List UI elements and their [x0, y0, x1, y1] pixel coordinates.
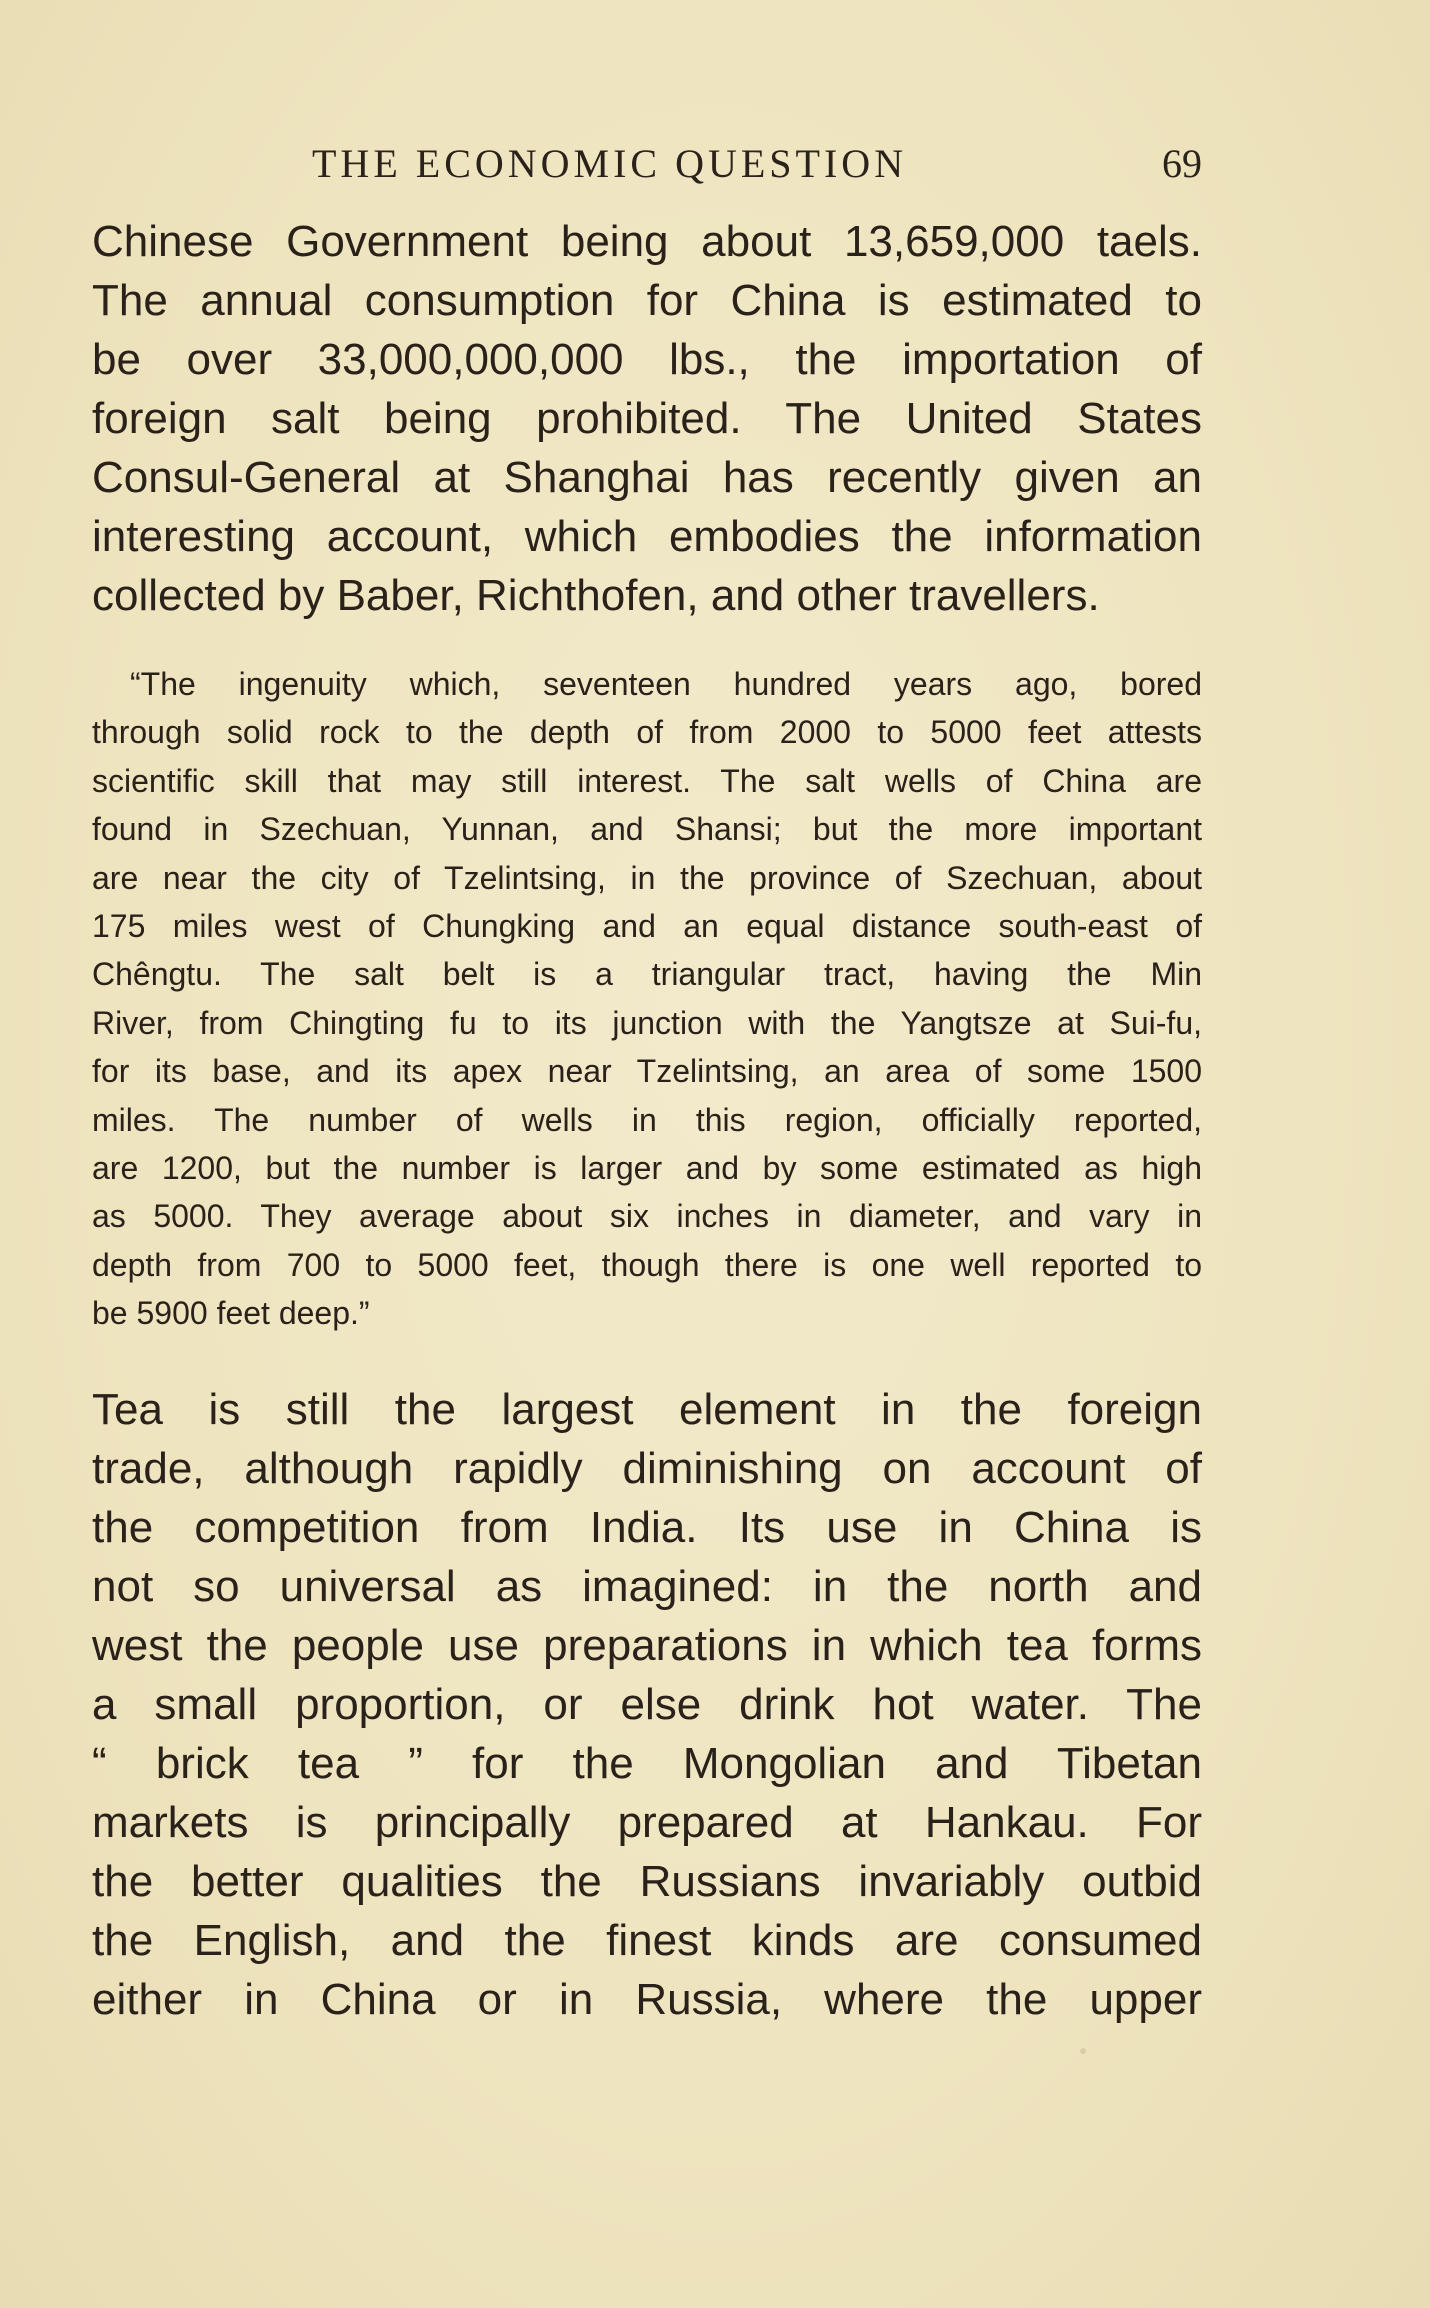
text-line: a small proportion, or else drink hot water. The [92, 1680, 1202, 1729]
paragraph-tea [92, 1380, 1202, 2029]
quote-line: Chêngtu. The salt belt is a triangular tract, having the Min [92, 956, 1202, 993]
text-line: foreign salt being prohibited. The United States [92, 394, 1202, 443]
text-line: “ brick tea ” for the Mongolian and Tibetan [92, 1739, 1202, 1788]
quote-line: as 5000. They average about six inches in diameter, and vary in [92, 1198, 1202, 1235]
text-line: the better qualities the Russians invariably outbid [92, 1857, 1202, 1906]
quote-line: through solid rock to the depth of from 2000 to 5000 feet attests [92, 714, 1202, 751]
quote-line: depth from 700 to 5000 feet, though there is one well reported to [92, 1246, 1202, 1283]
text-line: the English, and the finest kinds are consumed [92, 1916, 1202, 1965]
text-line: interesting account, which embodies the information [92, 512, 1202, 561]
quote-line: 175 miles west of Chungking and an equal distance south-east of [92, 907, 1202, 944]
running-head [92, 140, 1202, 200]
text-line: Chinese Government being about 13,659,000 taels. [92, 217, 1202, 266]
paper-speck [1080, 2048, 1086, 2054]
page-number: 69 [1162, 141, 1202, 186]
text-line: the competition from India. Its use in China is [92, 1503, 1202, 1552]
quote-line: River, from Chingting fu to its junction with the Yangtsze at Sui-fu, [92, 1004, 1202, 1041]
text-line: markets is principally prepared at Hankau. For [92, 1798, 1202, 1847]
text-line: west the people use preparations in which tea forms [92, 1621, 1202, 1670]
paragraph-salt [92, 212, 1202, 625]
quote-line: scientific skill that may still interest. The salt wells of China are [92, 762, 1202, 799]
text-line: either in China or in Russia, where the upper [92, 1975, 1202, 2024]
text-line: collected by Baber, Richthofen, and other travellers. [92, 571, 1100, 620]
quote-line: miles. The number of wells in this region, officially reported, [92, 1101, 1202, 1138]
text-line: Tea is still the largest element in the foreign [92, 1385, 1202, 1434]
quote-line: found in Szechuan, Yunnan, and Shansi; but the more important [92, 811, 1202, 848]
text-line: not so universal as imagined: in the north and [92, 1562, 1202, 1611]
quote-line: for its base, and its apex near Tzelintsing, an area of some 1500 [92, 1053, 1202, 1090]
quote-line: be 5900 feet deep.” [92, 1295, 370, 1332]
running-title: THE ECONOMIC QUESTION [312, 141, 908, 186]
block-quotation [92, 660, 1202, 1337]
text-line: trade, although rapidly diminishing on account of [92, 1444, 1202, 1493]
text-line: be over 33,000,000,000 lbs., the importation of [92, 335, 1202, 384]
text-line: Consul-General at Shanghai has recently given an [92, 453, 1202, 502]
quote-line: are 1200, but the number is larger and by some estimated as high [92, 1149, 1202, 1186]
quote-line: “The ingenuity which, seventeen hundred years ago, bored [130, 666, 1202, 702]
quote-line: are near the city of Tzelintsing, in the province of Szechuan, about [92, 859, 1202, 896]
text-line: The annual consumption for China is estimated to [92, 276, 1202, 325]
